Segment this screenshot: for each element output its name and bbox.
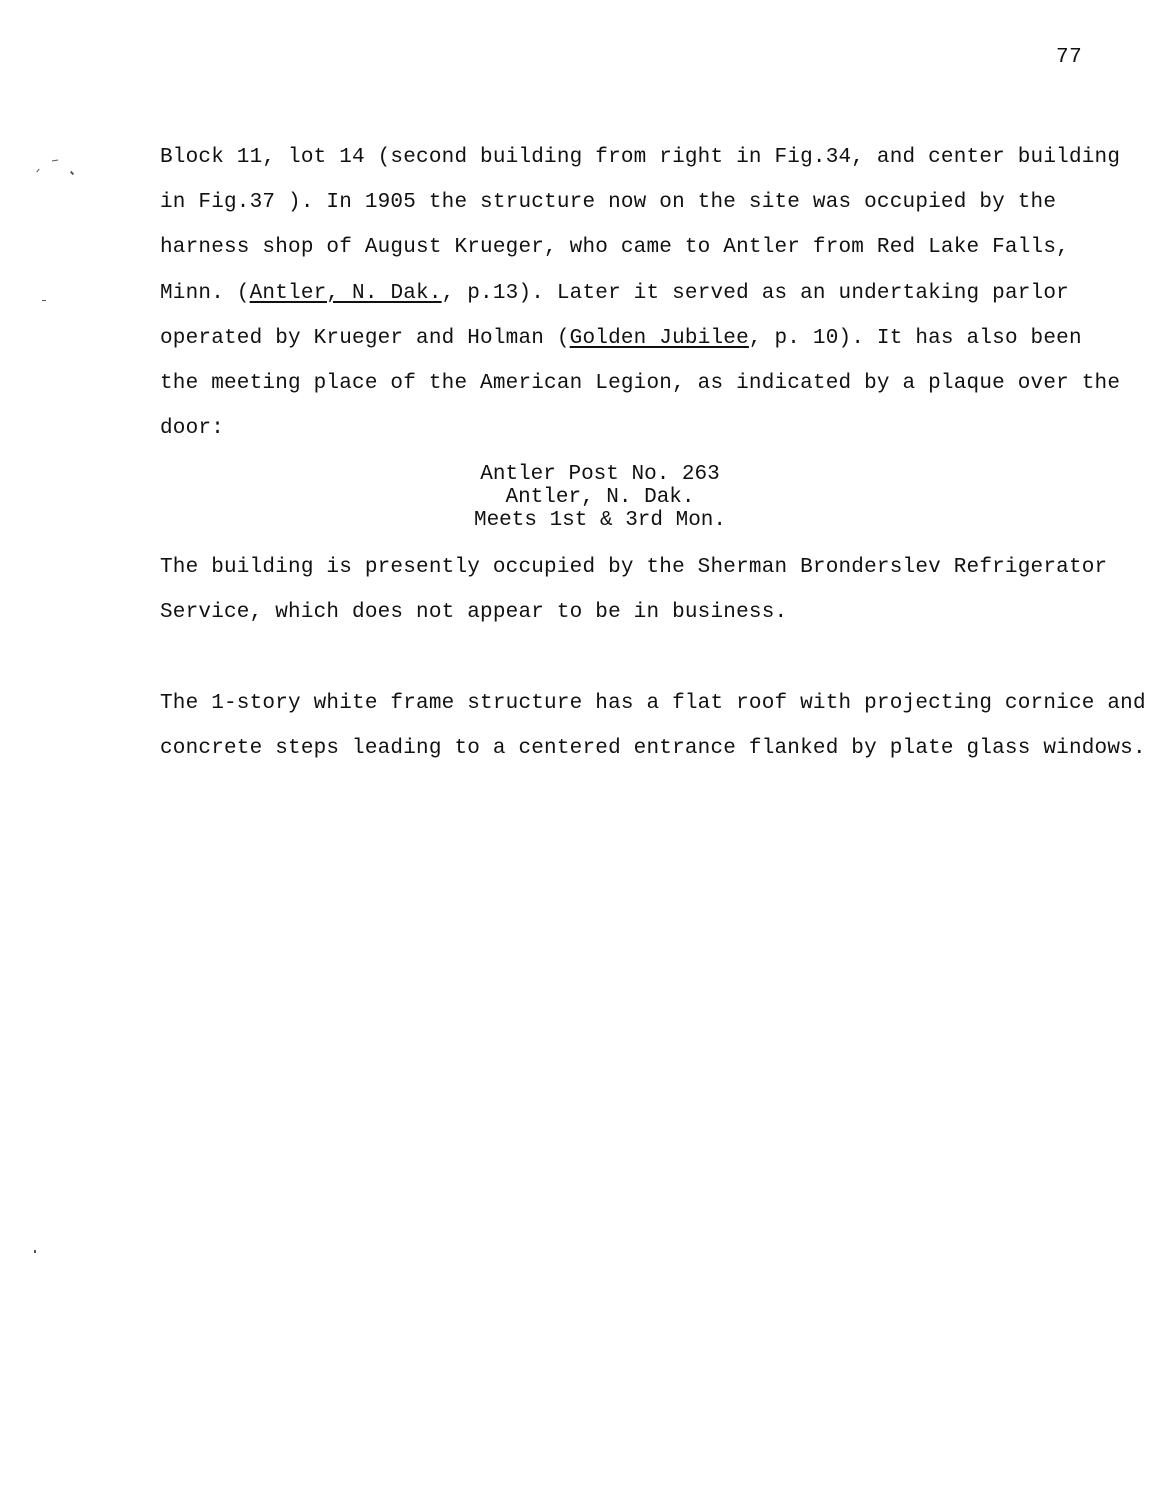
scan-speck: [52, 159, 58, 161]
scan-speck: [36, 169, 39, 173]
text-line: concrete steps leading to a centered entrance flanked by plate glass windows.: [160, 737, 1146, 761]
text-segment: Minn. (: [160, 281, 250, 305]
text-line: harness shop of August Krueger, who came to Antler from Red Lake Falls,: [160, 236, 1069, 260]
text-line: The 1-story white frame structure has a flat roof with projecting cornice and: [160, 692, 1146, 715]
scan-speck: [34, 1250, 36, 1253]
paragraph-block-lot: [160, 135, 1121, 451]
plaque-line: Meets 1st & 3rd Mon.: [473, 509, 727, 532]
text-segment: , p.13). Later it served as an undertaking parlor: [441, 281, 1069, 305]
text-line: in Fig.37 ). In 1905 the structure now on the site was occupied by the: [160, 191, 1057, 215]
text-line: Service, which does not appear to be in business.: [160, 601, 788, 625]
scan-speck: [42, 300, 46, 301]
text-line: [160, 271, 1069, 316]
plaque-line: Antler, N. Dak.: [505, 486, 695, 509]
text-line: The building is presently occupied by the Sherman Bronderslev Refrigerator: [160, 556, 1108, 579]
page-number: 77: [1056, 46, 1083, 69]
paragraph-current-occupant: [160, 545, 1108, 635]
citation-title-golden-jubilee: Golden Jubilee: [569, 326, 749, 350]
paragraph-structure-description: [160, 681, 1146, 771]
text-line: door:: [160, 417, 225, 441]
text-line: Block 11, lot 14 (second building from right in Fig.34, and center building: [160, 146, 1121, 169]
text-line: [160, 316, 1082, 361]
scan-speck: [70, 171, 74, 175]
citation-title-antler: Antler, N. Dak.: [249, 281, 442, 305]
text-segment: , p. 10). It has also been: [748, 326, 1082, 350]
text-segment: operated by Krueger and Holman (: [160, 326, 570, 350]
plaque-inscription: [420, 463, 780, 532]
text-line: the meeting place of the American Legion, as indicated by a plaque over the: [160, 371, 1121, 395]
plaque-line: Antler Post No. 263: [480, 463, 720, 486]
